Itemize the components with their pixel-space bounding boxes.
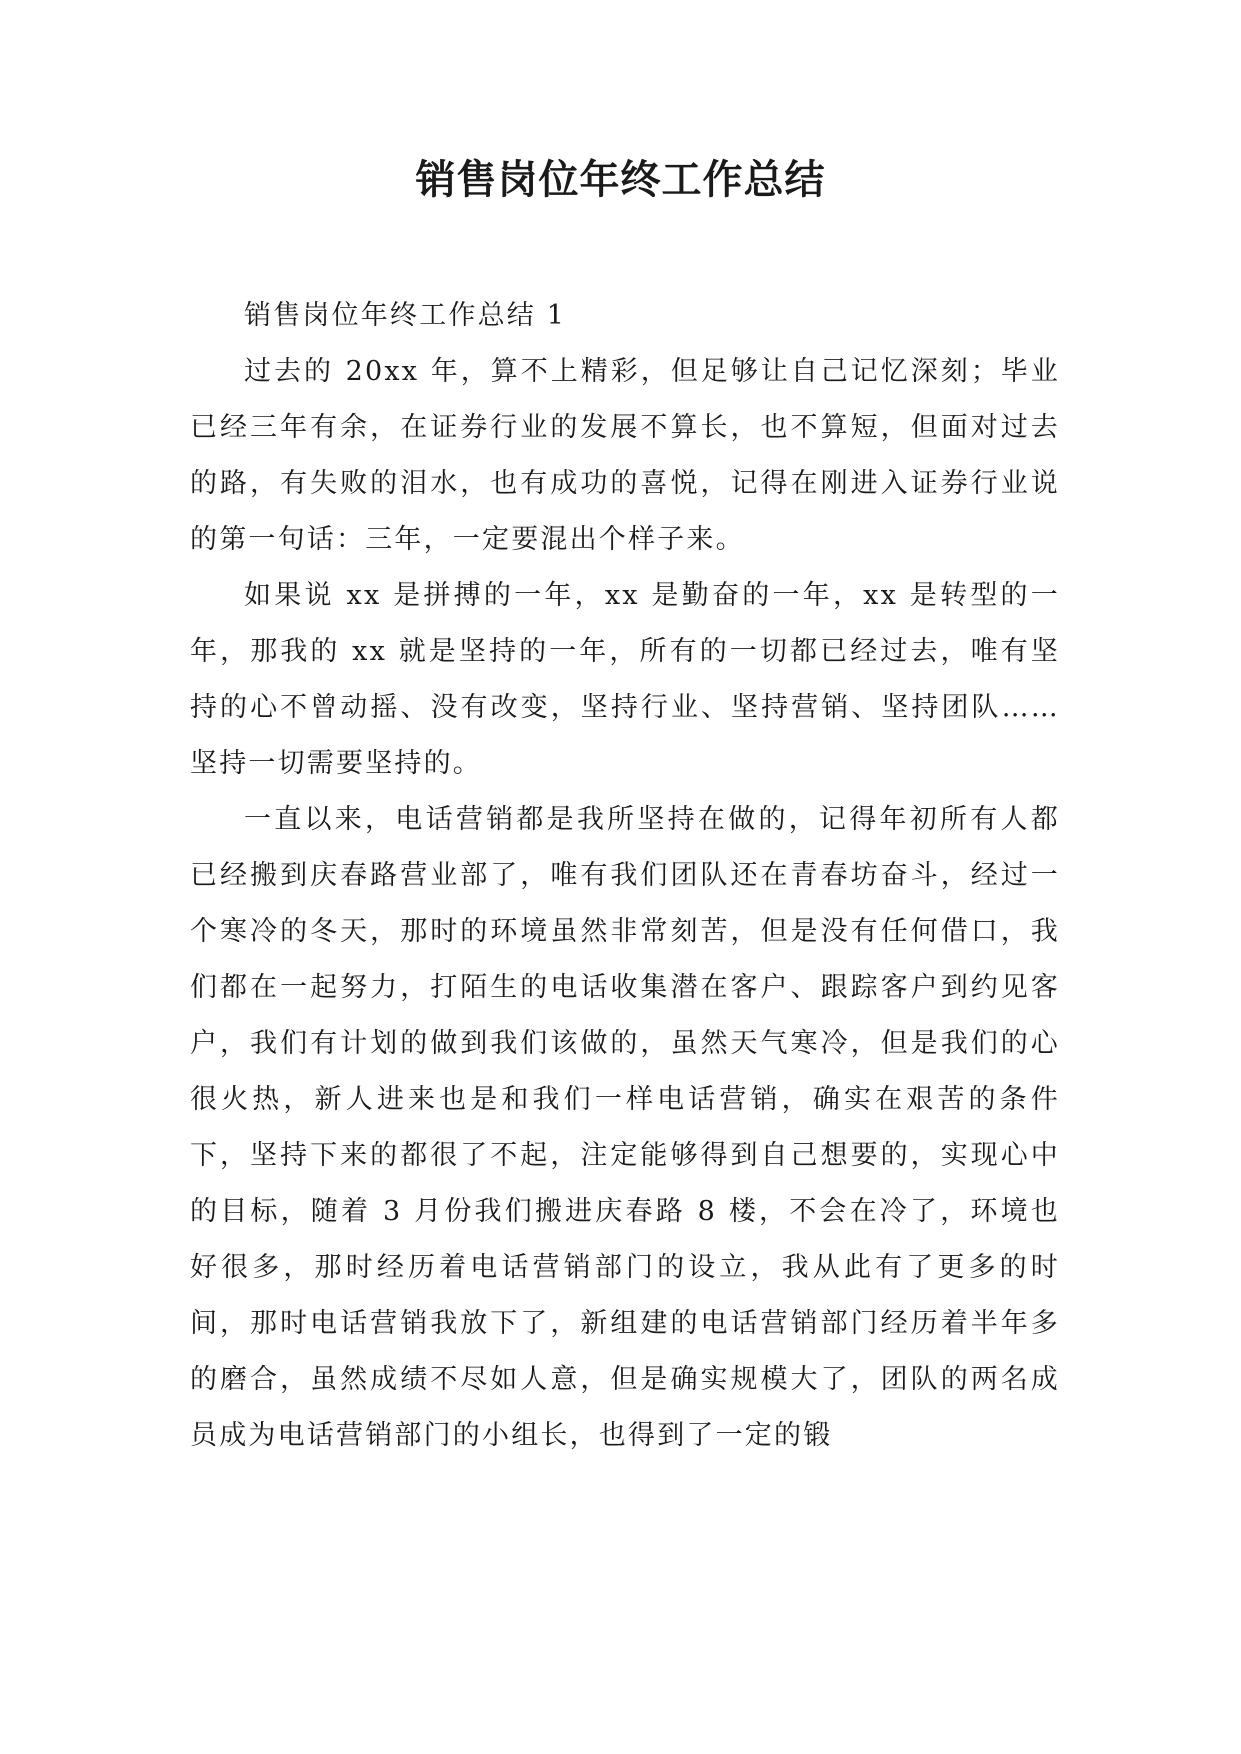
section-heading: 销售岗位年终工作总结 1 xyxy=(244,300,567,331)
document-body xyxy=(190,288,1060,1464)
paragraph: 一直以来，电话营销都是我所坚持在做的，记得年初所有人都已经搬到庆春路营业部了，唯有我们团队还在青春坊奋斗，经过一个寒冷的冬天，那时的环境虽然非常刻苦，但是没有任何借口，我们都在一起努力，打陌生的电话收集潜在客户、跟踪客户到约见客户，我们有计划的做到我们该做的，虽然天气寒冷，但是我们的心很火热，新人进来也是和我们一样电话营销，确实在艰苦的条件下，坚持下来的都很了不起，注定能够得到自己想要的，实现心中的目标，随着 3 月份我们搬进庆春路 8 楼，不会在冷了，环境也好很多，那时经历着电话营销部门的设立，我从此有了更多的时间，那时电话营销我放下了，新组建的电话营销部门经历着半年多的磨合，虽然成绩不尽如人意，但是确实规模大了，团队的两名成员成为电话营销部门的小组长，也得到了一定的锻 xyxy=(190,804,1060,1451)
paragraph: 过去的 20xx 年，算不上精彩，但足够让自己记忆深刻；毕业已经三年有余，在证券行业的发展不算长，也不算短，但面对过去的路，有失败的泪水，也有成功的喜悦，记得在刚进入证券行业说的第一句话：三年，一定要混出个样子来。 xyxy=(190,356,1060,555)
paragraph: 如果说 xx 是拼搏的一年，xx 是勤奋的一年，xx 是转型的一年，那我的 xx 就是坚持的一年，所有的一切都已经过去，唯有坚持的心不曾动摇、没有改变，坚持行业、坚持营销、坚持团队……坚持一切需要坚持的。 xyxy=(190,580,1060,779)
document-title: 销售岗位年终工作总结 xyxy=(415,157,826,203)
